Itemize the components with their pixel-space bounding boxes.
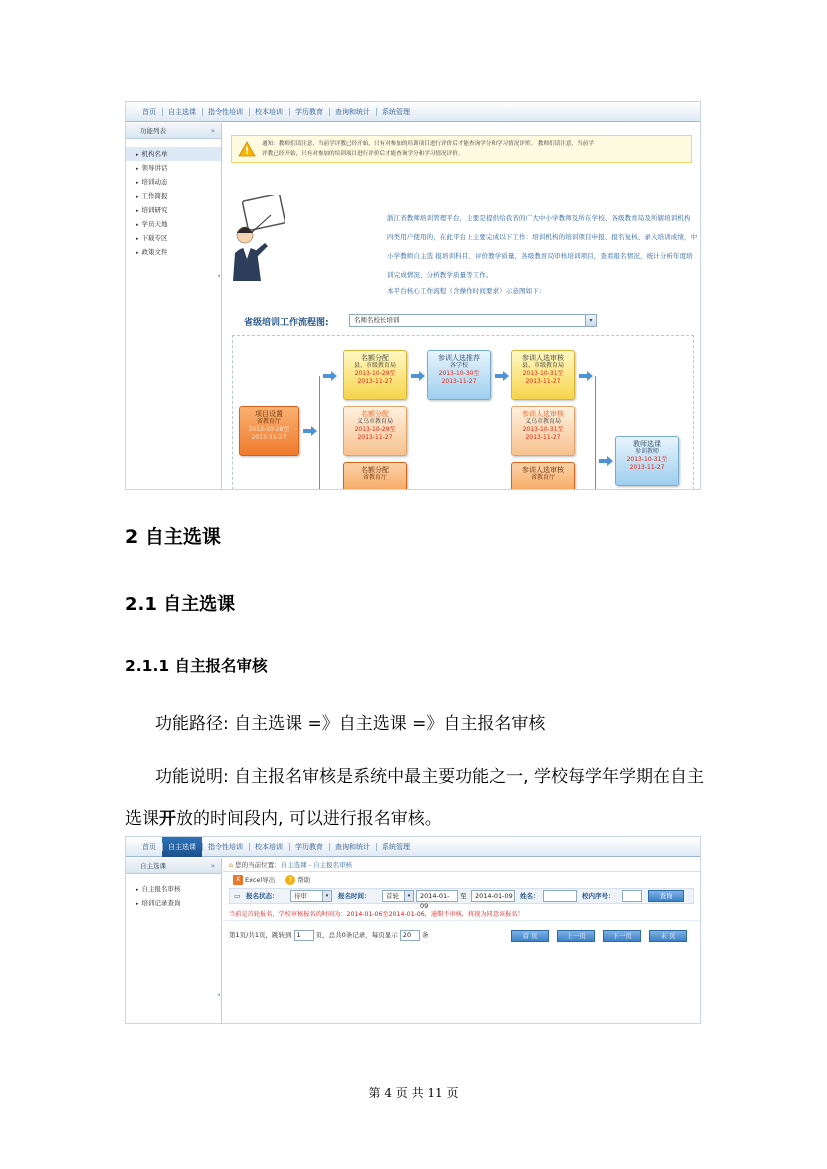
chevron-down-icon[interactable]: ▾ bbox=[404, 891, 413, 901]
screenshot-self-registration-review bbox=[125, 836, 701, 1024]
toolbar bbox=[223, 872, 700, 888]
bullet-icon: ▸ bbox=[136, 208, 139, 214]
filter-bar bbox=[229, 888, 694, 910]
heading-level2: 2.1 自主选课 bbox=[125, 594, 236, 615]
school-no-label: 校内序号： bbox=[582, 892, 615, 900]
page-jump-input[interactable]: 1 bbox=[294, 930, 314, 941]
nav-query-stats[interactable]: 查询和统计 bbox=[329, 837, 376, 857]
notice-text: 通知：教师们请注意，当前学评教已经开始，只有对参加的培训项目进行评价后才能查询学分和学习情况评价。 教师们请注意，当前学 评教已经开始，只有对参加的培训项目进行评价后才能查询学分和学习情况评价。 bbox=[262, 141, 594, 157]
bullet-icon: ▸ bbox=[136, 166, 139, 172]
sidebar-item-training-record-query[interactable]: ▸ 培训记录查询 bbox=[136, 899, 181, 907]
arrow-right-icon bbox=[579, 371, 593, 381]
chevron-down-icon[interactable]: ▾ bbox=[322, 891, 331, 901]
flow-box-review-county: 参训人选审核 县、市级教育局 2013-10-31至 2013-11-27 bbox=[511, 350, 575, 400]
flow-box-quota-province: 名额分配 省教育厅 bbox=[343, 462, 407, 490]
help-button[interactable]: 帮助 bbox=[297, 876, 311, 884]
sidebar-list bbox=[126, 139, 221, 259]
next-page-button[interactable]: 下一页 bbox=[603, 930, 641, 942]
flow-diagram bbox=[232, 335, 694, 490]
status-select[interactable]: 待审 ▾ bbox=[290, 890, 332, 902]
bullet-icon: ▸ bbox=[136, 152, 139, 158]
function-path-paragraph: 功能路径: 自主选课 =》自主选课 =》自主报名审核 bbox=[155, 714, 546, 734]
sidebar bbox=[126, 858, 222, 1023]
flow-title: 省级培训工作流程图: bbox=[244, 318, 329, 328]
first-page-button[interactable]: 首 页 bbox=[511, 930, 549, 942]
nav-directive-training[interactable]: 指令性培训 bbox=[202, 837, 249, 857]
sidebar-toggle-icon[interactable]: ◂ bbox=[217, 992, 220, 998]
sidebar-item[interactable]: ▸ 学员天地 bbox=[136, 220, 168, 228]
nav-home[interactable]: 首页 bbox=[142, 107, 156, 116]
date-separator: 至 bbox=[460, 892, 467, 900]
nav-system-admin[interactable]: 系统管理 bbox=[376, 837, 416, 857]
sidebar-header[interactable] bbox=[126, 123, 221, 139]
bullet-icon: ▸ bbox=[136, 236, 139, 242]
bullet-icon: ▸ bbox=[136, 180, 139, 186]
nav-degree-education[interactable]: 学历教育 bbox=[289, 102, 329, 122]
arrow-right-icon bbox=[303, 426, 317, 436]
flow-box-recommend: 参训人选推荐 各学校 2013-10-30至 2013-11-27 bbox=[427, 350, 491, 400]
nav-directive-training[interactable]: 指令性培训 bbox=[202, 102, 249, 122]
bullet-icon: ▸ bbox=[136, 250, 139, 256]
help-icon[interactable]: ? bbox=[285, 875, 295, 885]
status-label: 报名状态： bbox=[246, 892, 279, 900]
last-page-button[interactable]: 末 页 bbox=[649, 930, 687, 942]
top-nav bbox=[126, 102, 700, 122]
review-deadline-alert: 当前是首轮报名，学校审核报名的时间为：2014-01-06至2014-01-06，逾期不审核，将视为同意该报名！ bbox=[223, 909, 700, 921]
sidebar-title: 功能列表 bbox=[140, 127, 166, 135]
nav-self-course[interactable]: 自主选课 bbox=[162, 837, 202, 857]
nav-system-admin[interactable]: 系统管理 bbox=[376, 102, 416, 122]
date-from-input[interactable]: 2014-01-09 bbox=[416, 890, 458, 902]
bullet-icon: ▸ bbox=[136, 194, 139, 200]
top-nav bbox=[126, 837, 700, 857]
bullet-icon: ▸ bbox=[136, 222, 139, 228]
sidebar bbox=[126, 123, 222, 489]
arrow-right-icon bbox=[323, 371, 337, 381]
round-select[interactable]: 首轮 ▾ bbox=[382, 890, 414, 902]
heading-level3: 2.1.1 自主报名审核 bbox=[125, 657, 268, 675]
intro-text: 浙江省教师培训管理平台，主要是提供给我省的广大中小学教师及所在学校、各级教育局及所辖培训机构 四类用户使用的，在此平台上主要完成以下工作：培训机构的培训项目申报、报名复核、录入培训成绩，中 小学教师自主选 报培训科目、评价教学质量，各级教育局审核培训项目，查看报名情况，统计分析年度培 训完成情况、分析教学质量等工作。 本平台核心工作流程（含操作时间要求）示意图如下： bbox=[387, 214, 698, 295]
collapse-icon[interactable]: » bbox=[210, 862, 215, 870]
excel-export-button[interactable]: Excel导出 bbox=[245, 876, 276, 884]
excel-icon[interactable]: X bbox=[233, 875, 243, 885]
connector-line bbox=[319, 376, 320, 490]
sidebar-item-registration-review[interactable]: ▸ 自主报名审核 bbox=[136, 885, 181, 893]
sidebar-title: 自主选课 bbox=[140, 862, 166, 870]
pagination: 第1页/共1页，跳转到 1 页，总共0条记录，每页显示 20 条 首 页 上一页 下一页 末 页 bbox=[223, 928, 700, 946]
flow-box-review-province: 参训人选审核 省教育厅 bbox=[511, 462, 575, 490]
date-to-input[interactable]: 2014-01-09 bbox=[471, 890, 515, 902]
collapse-icon[interactable]: » bbox=[210, 127, 215, 135]
page-footer: 第 4 页 共 11 页 bbox=[368, 1086, 459, 1100]
sidebar-item[interactable]: ▸ 下载专区 bbox=[136, 234, 168, 242]
nav-home[interactable]: 首页 bbox=[142, 842, 156, 851]
heading-level1: 2 自主选课 bbox=[125, 526, 221, 548]
school-no-input[interactable] bbox=[622, 890, 642, 902]
sidebar-item[interactable]: ▸ 培训动态 bbox=[136, 178, 168, 186]
flow-box-quota-county: 名额分配 县、市级教育局 2013-10-29至 2013-11-27 bbox=[343, 350, 407, 400]
teacher-illustration bbox=[231, 195, 285, 281]
flow-box-project-setup: 项目设置 省教育厅 2013-10-28至 2013-11-27 bbox=[239, 406, 299, 456]
nav-school-training[interactable]: 校本培训 bbox=[249, 837, 289, 857]
function-description-paragraph: 功能说明: 自主报名审核是系统中最主要功能之一, 学校每学年学期在自主选课开放的时间段内, 可以进行报名审核。 bbox=[125, 767, 704, 829]
warning-icon bbox=[238, 141, 256, 157]
arrow-right-icon bbox=[599, 456, 613, 466]
notice-banner bbox=[231, 135, 692, 163]
nav-query-stats[interactable]: 查询和统计 bbox=[329, 102, 376, 122]
sidebar-item[interactable]: ▸ 工作简报 bbox=[136, 192, 168, 200]
time-label: 报名时间： bbox=[338, 892, 371, 900]
main-content bbox=[223, 858, 700, 1023]
document-icon: ▭ bbox=[234, 892, 241, 900]
connector-line bbox=[595, 376, 596, 490]
sidebar-item[interactable]: ▸ 政策文件 bbox=[136, 248, 168, 256]
bullet-icon: ▸ bbox=[136, 901, 139, 907]
name-input[interactable] bbox=[543, 890, 577, 902]
page-size-input[interactable]: 20 bbox=[400, 930, 420, 941]
sidebar-list bbox=[126, 874, 221, 910]
sidebar-item[interactable]: ▸ 机构名单 bbox=[126, 147, 221, 161]
breadcrumb: ⌂ 您的当前位置：自主选课 - 自主报名审核 bbox=[223, 858, 700, 872]
nav-school-training[interactable]: 校本培训 bbox=[249, 102, 289, 122]
name-label: 姓名： bbox=[520, 892, 540, 900]
search-button[interactable]: 查询 bbox=[648, 890, 684, 902]
nav-self-course[interactable]: 自主选课 bbox=[162, 102, 202, 122]
arrow-right-icon bbox=[411, 371, 425, 381]
flow-box-quota-yiwu: 名额分配 义乌市教育局 2013-10-29至 2013-11-27 bbox=[343, 406, 407, 456]
sidebar-item[interactable]: ▸ 培训研究 bbox=[136, 206, 168, 214]
sidebar-item[interactable]: ▸ 领导讲话 bbox=[136, 164, 168, 172]
bullet-icon: ▸ bbox=[136, 887, 139, 893]
sidebar-header[interactable] bbox=[126, 858, 221, 874]
flow-box-review-yiwu: 参训人选审核 义乌市教育局 2013-10-31至 2013-11-27 bbox=[511, 406, 575, 456]
screenshot-home bbox=[125, 101, 701, 490]
flow-box-teacher-select: 教师选课 参训教师 2013-10-31至 2013-11-27 bbox=[615, 436, 679, 486]
chevron-down-icon[interactable]: ▾ bbox=[585, 315, 596, 326]
prev-page-button[interactable]: 上一页 bbox=[557, 930, 595, 942]
nav-degree-education[interactable]: 学历教育 bbox=[289, 837, 329, 857]
sidebar-toggle-icon[interactable]: ◂ bbox=[217, 273, 220, 279]
flow-type-select[interactable]: 名师名校长培训 ▾ bbox=[349, 314, 597, 327]
home-icon: ⌂ bbox=[229, 861, 234, 869]
arrow-right-icon bbox=[495, 371, 509, 381]
